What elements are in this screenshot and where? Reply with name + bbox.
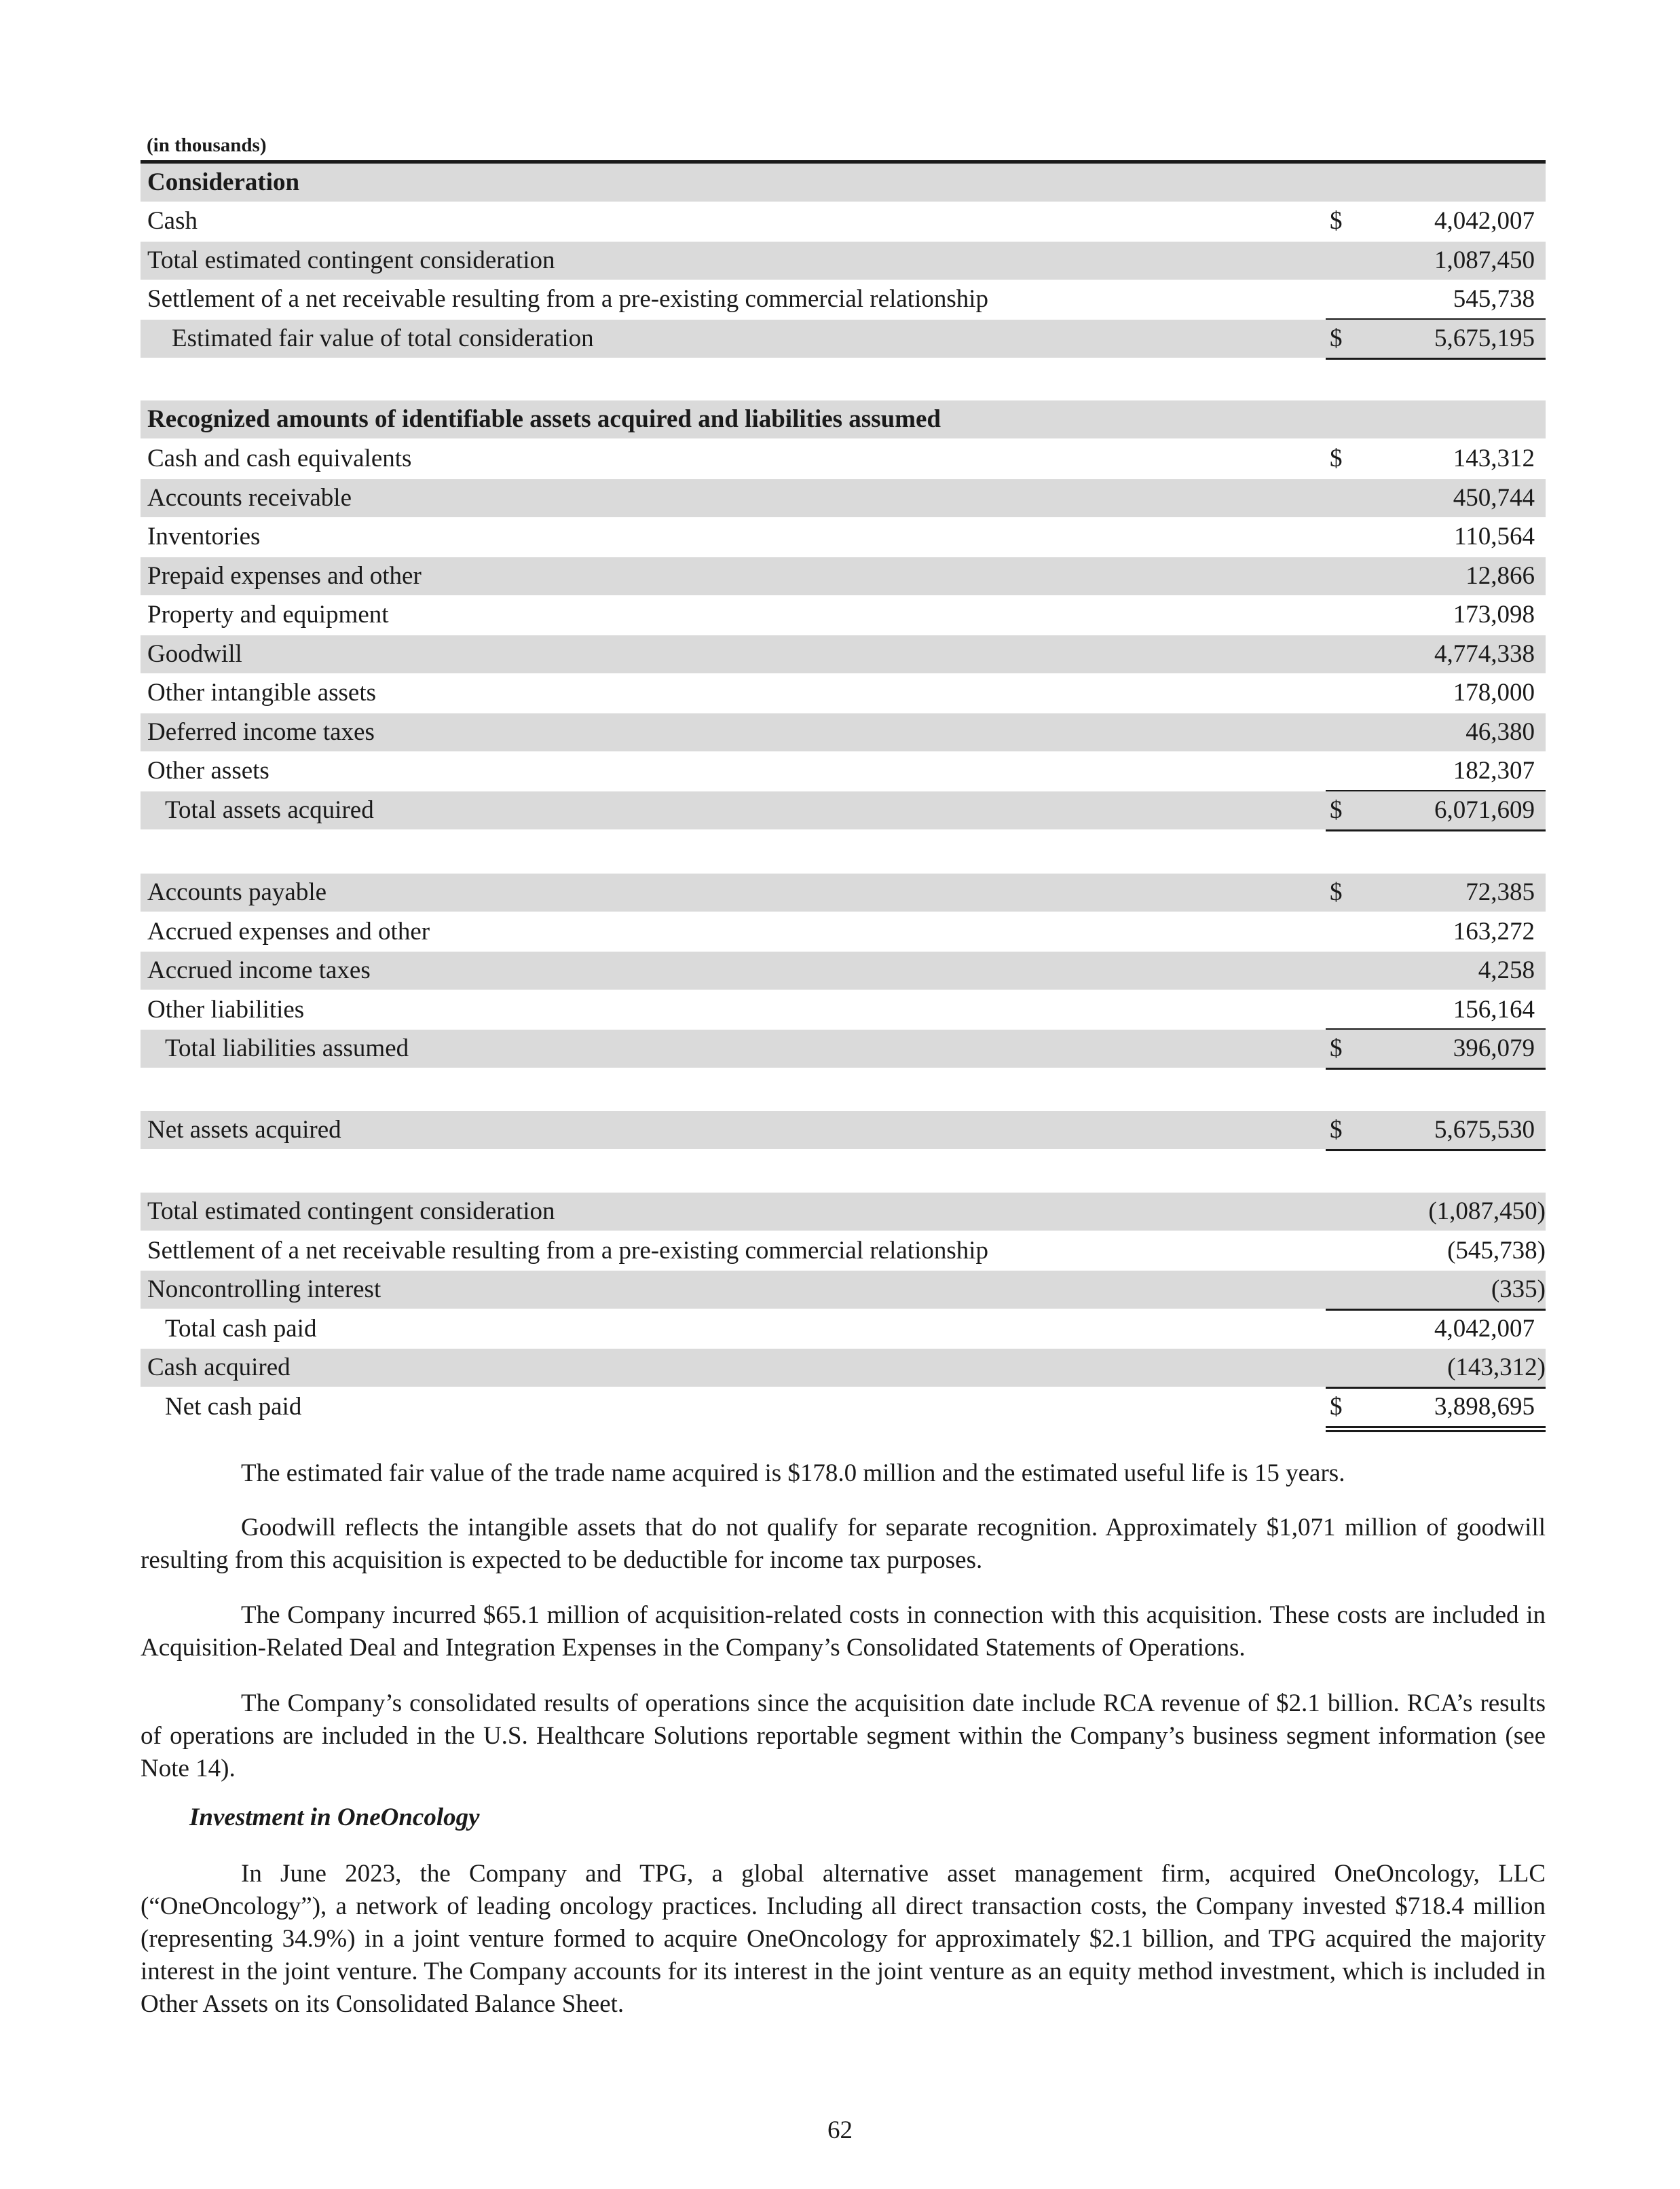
net-assets-row <box>141 1111 1546 1149</box>
paragraph-trade-name: The estimated fair value of the trade name acquired is $178.0 million and the estimated useful life is 15 years. <box>241 1459 1345 1487</box>
table-row <box>141 952 1546 990</box>
paragraph-oneoncology: In June 2023, the Company and TPG, a global alternative asset management firm, acquired OneOncology, LLC (“OneOncology”), a network of leading oncology practices. Including all direct transaction costs, the Company invested $718.4 million (representing 34.9%) in a joint venture formed to acquire OneOncology for approximately $2.1 billion, and TPG acquired the majority interest in the joint venture. The Company accounts for its interest in the joint venture as an equity method investment, which is included in Other Assets on its Consolidated Balance Sheet. <box>141 1860 1546 2018</box>
row-label: Goodwill <box>147 640 242 668</box>
units-label: (in thousands) <box>147 134 267 156</box>
row-value: 156,164 <box>1453 996 1535 1024</box>
row-value: 6,071,609 <box>1434 796 1535 824</box>
total-row <box>141 320 1546 358</box>
dollar-sign: $ <box>1330 1116 1343 1144</box>
total-row <box>141 1388 1546 1426</box>
table-row <box>141 752 1546 790</box>
table-row <box>141 242 1546 280</box>
paragraph-results-of-operations: The Company’s consolidated results of operations since the acquisition date include RCA revenue of $2.1 billion. RCA’s results of operations are included in the U.S. Healthcare Solutions reportable segment within the Company’s business segment information (see Note 14). <box>141 1689 1546 1782</box>
table-row <box>141 1232 1546 1270</box>
row-label: Property and equipment <box>147 601 389 629</box>
dollar-sign: $ <box>1330 207 1343 235</box>
total-rule <box>1326 358 1546 360</box>
total-rule <box>1326 1068 1546 1070</box>
row-value: 46,380 <box>1466 718 1535 746</box>
dollar-sign: $ <box>1330 324 1343 352</box>
table-row <box>141 674 1546 712</box>
page-number: 62 <box>827 2116 853 2144</box>
row-label: Cash acquired <box>147 1353 291 1381</box>
section-heading: Investment in OneOncology <box>189 1803 480 1831</box>
paragraph-acquisition-costs: The Company incurred $65.1 million of acquisition-related costs in connection with this acquisition. These costs are included in Acquisition-Related Deal and Integration Expenses in the Company’s Consolidated Statements of Operations. <box>141 1601 1546 1662</box>
row-label: Estimated fair value of total consideration <box>172 324 594 352</box>
row-value: (143,312) <box>1447 1353 1546 1381</box>
dollar-sign: $ <box>1330 445 1343 472</box>
row-value: 450,744 <box>1453 484 1535 512</box>
dollar-sign: $ <box>1330 878 1343 906</box>
dollar-sign: $ <box>1330 1034 1343 1062</box>
row-label: Other intangible assets <box>147 679 377 707</box>
row-label: Net assets acquired <box>147 1116 341 1144</box>
subtotal-row <box>141 1310 1546 1348</box>
row-value: (545,738) <box>1447 1237 1546 1265</box>
row-label: Total assets acquired <box>165 796 374 824</box>
consideration-header-row <box>141 164 1546 202</box>
double-total-rule-bottom <box>1326 1430 1546 1432</box>
table-row <box>141 1193 1546 1231</box>
paragraph-goodwill: Goodwill reflects the intangible assets that do not qualify for separate recognition. Approximately $1,071 million of goodwill resulting from this acquisition is expected to be deductible for income tax purposes. <box>141 1514 1546 1574</box>
table-row <box>141 518 1546 556</box>
dollar-sign: $ <box>1330 796 1343 824</box>
row-label: Prepaid expenses and other <box>147 562 422 590</box>
row-value: 396,079 <box>1453 1034 1535 1062</box>
row-label: Accrued income taxes <box>147 956 371 984</box>
row-value: (335) <box>1491 1275 1546 1303</box>
table-row <box>141 874 1546 912</box>
row-value: 182,307 <box>1453 757 1535 785</box>
row-value: 12,866 <box>1466 562 1535 590</box>
row-label: Net cash paid <box>165 1393 302 1421</box>
row-label: Inventories <box>147 523 261 550</box>
total-row <box>141 791 1546 829</box>
row-value: 4,258 <box>1478 956 1535 984</box>
table-row <box>141 557 1546 595</box>
row-label: Settlement of a net receivable resulting from a pre-existing commercial relationship <box>147 1237 989 1265</box>
table-row <box>141 440 1546 478</box>
row-label: Cash and cash equivalents <box>147 445 412 472</box>
table-row <box>141 479 1546 517</box>
row-value: 110,564 <box>1454 523 1535 550</box>
row-label: Total liabilities assumed <box>165 1034 409 1062</box>
row-value: 4,774,338 <box>1434 640 1535 668</box>
row-label: Noncontrolling interest <box>147 1275 381 1303</box>
row-label: Accrued expenses and other <box>147 918 430 946</box>
row-value: 4,042,007 <box>1434 1315 1535 1343</box>
row-label: Total cash paid <box>165 1315 317 1343</box>
table-row <box>141 1271 1546 1309</box>
table-row <box>141 280 1546 318</box>
assets-header: Recognized amounts of identifiable assets acquired and liabilities assumed <box>147 405 941 433</box>
row-label: Total estimated contingent consideration <box>147 1197 555 1225</box>
row-label: Accounts payable <box>147 878 327 906</box>
row-value: 1,087,450 <box>1434 246 1535 274</box>
row-value: 545,738 <box>1453 285 1535 313</box>
row-label: Settlement of a net receivable resulting from a pre-existing commercial relationship <box>147 285 989 313</box>
row-value: 173,098 <box>1453 601 1535 629</box>
double-total-rule-top <box>1326 1426 1546 1428</box>
table-row <box>141 596 1546 634</box>
total-rule <box>1326 1149 1546 1151</box>
dollar-sign: $ <box>1330 1393 1343 1421</box>
row-label: Deferred income taxes <box>147 718 375 746</box>
row-value: 3,898,695 <box>1434 1393 1535 1421</box>
consideration-header: Consideration <box>147 168 300 196</box>
row-value: 5,675,530 <box>1434 1116 1535 1144</box>
row-value: 72,385 <box>1466 878 1535 906</box>
table-row <box>141 202 1546 240</box>
row-label: Accounts receivable <box>147 484 352 512</box>
table-row <box>141 713 1546 751</box>
row-value: 163,272 <box>1453 918 1535 946</box>
row-label: Other assets <box>147 757 269 785</box>
table-row <box>141 913 1546 951</box>
row-label: Other liabilities <box>147 996 305 1024</box>
row-value: 4,042,007 <box>1434 207 1535 235</box>
row-value: (1,087,450) <box>1428 1197 1546 1225</box>
total-row <box>141 1030 1546 1068</box>
row-value: 5,675,195 <box>1434 324 1535 352</box>
table-row <box>141 1349 1546 1387</box>
row-value: 178,000 <box>1453 679 1535 707</box>
row-value: 143,312 <box>1453 445 1535 472</box>
row-label: Total estimated contingent consideration <box>147 246 555 274</box>
table-row <box>141 635 1546 673</box>
total-rule <box>1326 829 1546 831</box>
table-row <box>141 991 1546 1029</box>
row-label: Cash <box>147 207 198 235</box>
assets-header-row <box>141 400 1546 438</box>
